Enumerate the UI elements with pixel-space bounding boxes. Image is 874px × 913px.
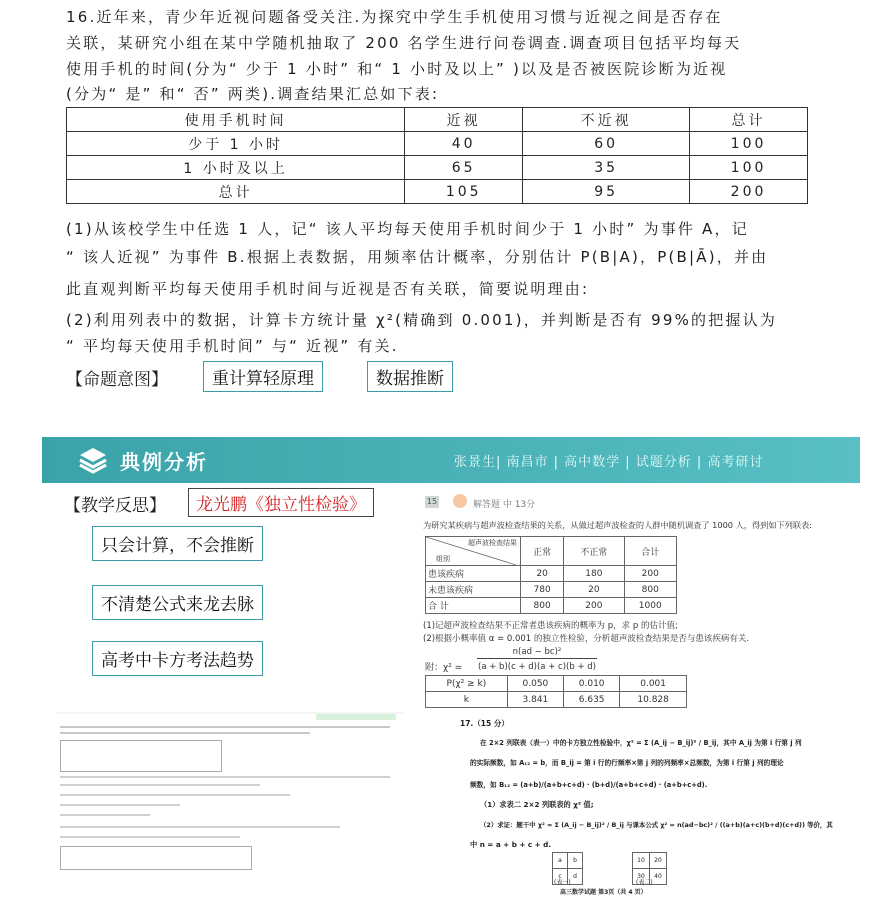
section-banner (42, 437, 860, 483)
table-cell: 3.841 (507, 692, 563, 708)
table-cell: 200 (624, 566, 677, 582)
intent-tag: 重计算轻原理 (203, 361, 323, 392)
table-row (67, 180, 808, 204)
table-header: 正常 (521, 537, 564, 566)
table-cell: 40 (650, 869, 667, 885)
question-1-line: (1)从该校学生中任选 1 人，记“ 该人平均每天使用手机时间少于 1 小时” 为事件 A，记 (66, 220, 749, 238)
breadcrumb: 张景生| 南昌市 | 高中数学 | 试题分析 | 高考研讨 (454, 455, 764, 470)
survey-table (66, 107, 808, 204)
avatar-icon (453, 494, 467, 508)
table-row (426, 692, 687, 708)
table-cell: 100 (690, 156, 808, 180)
table-cell: 0.050 (507, 676, 563, 692)
table-cell: 20 (650, 853, 667, 869)
table-cell: b (568, 853, 583, 869)
table-cell: 1 小时及以上 (67, 156, 405, 180)
table-cell: 0.010 (564, 676, 620, 692)
exam-q2-cont: 中 n = a + b + c + d. (470, 840, 552, 849)
reflection-label: 【教学反思】 (64, 496, 166, 516)
exam-q2: （2）求证：题干中 χ² = Σ (A_ij − B_ij)² / B_ij 与课本公式 χ² = n(ad−bc)² / ((a+b)(a+c)(b+d)(c+d)) 等价，其 (480, 820, 833, 829)
exam-line: 在 2×2 列联表（表一）中的卡方独立性检验中，χ² = Σ (A_ij − B_ij)² / B_ij，其中 A_ij 为第 i 行第 j 列 (480, 738, 802, 747)
table-row (67, 132, 808, 156)
exam-q1: （1）求表二 2×2 列联表的 χ² 值; (480, 800, 594, 809)
table-cell: 105 (405, 180, 523, 204)
table-one-caption: (表一) (554, 879, 571, 886)
table-cell: 合 计 (426, 598, 521, 614)
corner-top-label: 超声波检查结果 (468, 539, 517, 547)
ultrasound-table (425, 536, 677, 614)
table-cell: 200 (564, 598, 624, 614)
example-q1: (1)记超声波检查结果不正常者患该疾病的概率为 p，求 p 的估计值; (423, 621, 678, 631)
table-cell: 少于 1 小时 (67, 132, 405, 156)
critical-value-table (425, 675, 687, 708)
table-cell: 未患该疾病 (426, 582, 521, 598)
table-row (67, 156, 808, 180)
table-cell: a (553, 853, 568, 869)
table-header: 近视 (405, 108, 523, 132)
exam-page (440, 716, 833, 898)
problem-line: 关联，某研究小组在某中学随机抽取了 200 名学生进行问卷调查.调查项目包括平均每天 (66, 34, 742, 52)
table-cell: 20 (521, 566, 564, 582)
table-two-caption: (表二) (636, 879, 653, 886)
table-header: 使用手机时间 (67, 108, 405, 132)
table-cell: 患该疾病 (426, 566, 521, 582)
example-panel (417, 492, 827, 705)
formula-numerator: n(ad − bc)² (512, 647, 562, 657)
intent-tag: 数据推断 (367, 361, 453, 392)
banner-title: 典例分析 (120, 450, 208, 474)
table-row (426, 676, 687, 692)
table-cell: 60 (523, 132, 690, 156)
table-cell: 1000 (624, 598, 677, 614)
table-cell: 10 (633, 853, 650, 869)
table-cell: c (553, 869, 568, 885)
example-q2: (2)根据小概率值 α = 0.001 的独立性检验，分析超声波检查结果是否与患该疾病有关. (423, 634, 750, 644)
table-cell: 0.001 (620, 676, 687, 692)
reflection-point: 只会计算，不会推断 (92, 526, 263, 561)
table-row (426, 582, 677, 598)
question-2-line: (2)利用列表中的数据，计算卡方统计量 χ²(精确到 0.001)，并判断是否有 99%的把握认为 (66, 311, 778, 329)
stack-layers-icon (78, 446, 108, 474)
table-cell: 780 (521, 582, 564, 598)
table-cell: 95 (523, 180, 690, 204)
exam-line: 频数，如 B₁₂ = (a+b)/(a+b+c+d) · (b+d)/(a+b+c+d) · (a+b+c+d). (470, 780, 708, 789)
table-cell: 6.635 (564, 692, 620, 708)
table-cell: k (426, 692, 508, 708)
blurred-page-thumbnail (56, 712, 404, 884)
question-intro: 为研究某疾病与超声波检查结果的关系，从做过超声波检查的人群中随机调查了 1000 人，得到如下列联表: (423, 520, 813, 530)
question-1-line: “ 该人近视” 为事件 B.根据上表数据，用频率估计概率，分别估计 P(B|A)，P(B|Ā)，并由 (66, 248, 769, 266)
table-cell: 35 (523, 156, 690, 180)
table-cell: 20 (564, 582, 624, 598)
table-cell: 800 (521, 598, 564, 614)
table-header: 合计 (624, 537, 677, 566)
table-corner (426, 537, 521, 566)
table-header: 不近视 (523, 108, 690, 132)
question-number: 15 (426, 497, 438, 506)
formula-denominator: (a + b)(c + d)(a + c)(b + d) (478, 662, 596, 672)
exam-line: 的实际频数，如 A₁₂ = b，而 B_ij = 第 i 行的行频率×第 j 列的列频率×总频数，为第 i 行第 j 列的理论 (470, 758, 784, 767)
table-cell: P(χ² ≥ k) (426, 676, 508, 692)
table-cell: 40 (405, 132, 523, 156)
table-row (426, 566, 677, 582)
corner-bottom-label: 组别 (436, 555, 450, 563)
table-cell: 65 (405, 156, 523, 180)
problem-line: 使用手机的时间(分为“ 少于 1 小时” 和“ 1 小时及以上” )以及是否被医院诊断为近视 (66, 60, 728, 78)
table-cell: 180 (564, 566, 624, 582)
reflection-point: 高考中卡方考法趋势 (92, 641, 263, 676)
intent-label: 【命题意图】 (66, 370, 168, 390)
table-header: 不正常 (564, 537, 624, 566)
table-cell: 100 (690, 132, 808, 156)
reflection-point: 不清楚公式来龙去脉 (92, 585, 263, 620)
question-meta: 解答题 中 13分 (473, 500, 536, 510)
table-row (426, 598, 677, 614)
table-cell: 总计 (67, 180, 405, 204)
table-header-row (67, 108, 808, 132)
problem-line: 16.近年来，青少年近视问题备受关注.为探究中学生手机使用习惯与近视之间是否存在 (66, 8, 723, 26)
table-cell: 30 (633, 869, 650, 885)
table-cell: 800 (624, 582, 677, 598)
table-cell: 10.828 (620, 692, 687, 708)
table-cell: 200 (690, 180, 808, 204)
table-cell: d (568, 869, 583, 885)
exam-number: 17.（15 分） (460, 719, 509, 728)
page-footer: 高三数学试题 第3页（共 4 页） (560, 889, 647, 896)
reflection-author: 龙光鹏《独立性检验》 (188, 488, 374, 517)
formula-label: 附：χ² = (425, 663, 463, 673)
fraction-bar (477, 658, 597, 659)
question-1-line: 此直观判断平均每天使用手机时间与近视是否有关联，简要说明理由: (66, 280, 590, 298)
problem-line: (分为“ 是” 和“ 否” 两类).调查结果汇总如下表: (66, 85, 440, 103)
question-2-line: “ 平均每天使用手机时间” 与“ 近视” 有关. (66, 337, 399, 355)
table-header: 总计 (690, 108, 808, 132)
